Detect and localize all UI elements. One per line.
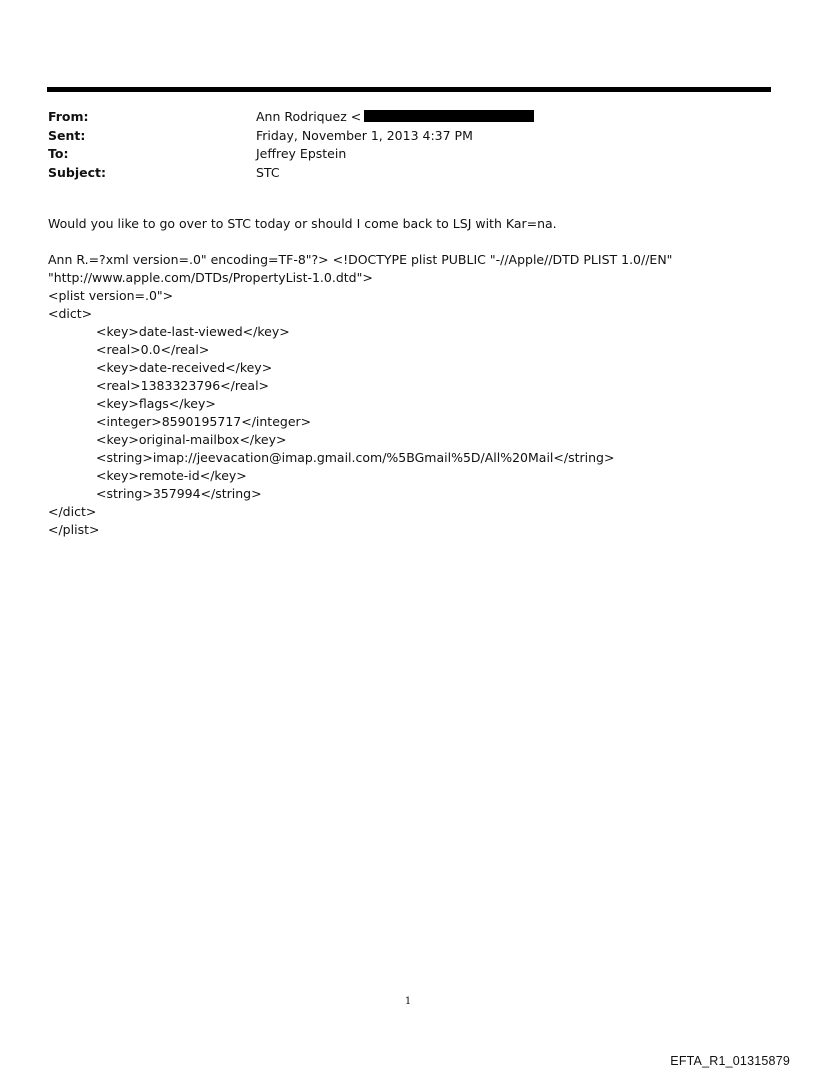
- subject-label: Subject:: [48, 164, 106, 180]
- plist-closing-line: </dict>: [48, 504, 97, 519]
- header-rule: [47, 87, 771, 92]
- plist-line: "http://www.apple.com/DTDs/PropertyList-1.0.dtd">: [48, 270, 373, 285]
- plist-indented-line: <key>original-mailbox</key>: [96, 432, 287, 447]
- to-row: [48, 145, 748, 164]
- from-label: From:: [48, 109, 89, 124]
- from-row: [48, 108, 748, 127]
- to-label: To:: [48, 146, 69, 161]
- message-text: Would you like to go over to STC today or should I come back to LSJ with Kar=na.: [48, 216, 557, 231]
- sent-row: [48, 127, 748, 146]
- plist-indented-line: <key>flags</key>: [96, 396, 216, 411]
- plist-line: <plist version=.0">: [48, 288, 174, 303]
- plist-indented-line: <integer>8590195717</integer>: [96, 414, 312, 429]
- email-header: [48, 108, 748, 182]
- plist-indented-line: <real>1383323796</real>: [96, 378, 270, 393]
- plist-indented-line: <key>remote-id</key>: [96, 468, 247, 483]
- plist-line: <dict>: [48, 306, 93, 321]
- email-body: [48, 215, 768, 539]
- document-id: EFTA_R1_01315879: [670, 1054, 790, 1068]
- paragraph-gap: [48, 233, 768, 251]
- sent-value: Friday, November 1, 2013 4:37 PM: [256, 127, 473, 143]
- from-name: Ann Rodriquez <: [256, 109, 362, 124]
- subject-value: STC: [256, 164, 280, 180]
- from-value: [256, 108, 534, 127]
- plist-closing-line: </plist>: [48, 522, 100, 537]
- sent-label: Sent:: [48, 127, 86, 143]
- plist-line: Ann R.=?xml version=.0" encoding=TF-8"?> <!DOCTYPE plist PUBLIC "-//Apple//DTD PLIST 1.0//EN": [48, 252, 673, 267]
- plist-indented-line: <string>357994</string>: [96, 486, 262, 501]
- subject-row: [48, 164, 748, 183]
- to-value: Jeffrey Epstein: [256, 146, 347, 161]
- redaction-bar: [364, 110, 534, 122]
- page-number: 1: [404, 996, 412, 1007]
- plist-indented-line: <key>date-last-viewed</key>: [96, 324, 290, 339]
- plist-indented-line: <real>0.0</real>: [96, 342, 210, 357]
- plist-indented-line: <key>date-received</key>: [96, 360, 273, 375]
- plist-indented-line: <string>imap://jeevacation@imap.gmail.com/%5BGmail%5D/All%20Mail</string>: [96, 450, 615, 465]
